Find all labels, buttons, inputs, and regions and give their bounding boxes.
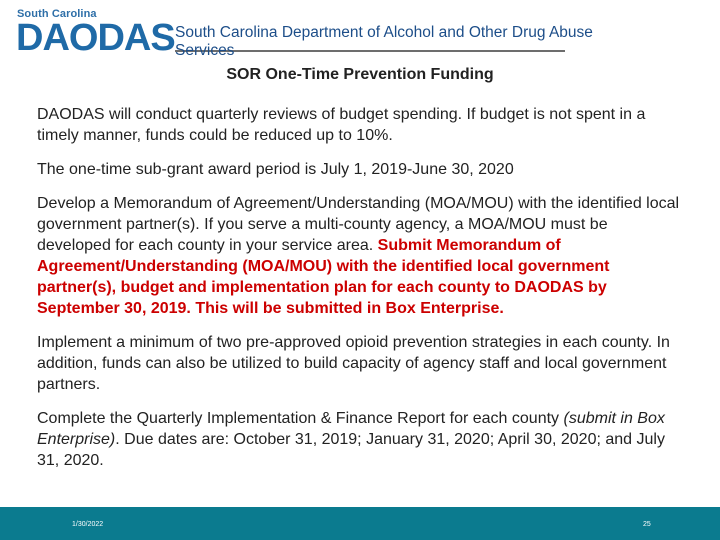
report-text-italic: (submit in Box Enterprise) — [37, 410, 665, 448]
slide-subtitle: SOR One-Time Prevention Funding — [226, 66, 494, 83]
paragraph-moa-mou — [37, 193, 685, 319]
footer-bar — [0, 507, 720, 540]
page-number: 25 — [643, 521, 651, 528]
moa-mou-text: Develop a Memorandum of Agreement/Understanding (MOA/MOU) with the identified local government partner(s). If you serve a multi-county agency, a MOA/MOU must be developed for each county in your service area. — [37, 195, 680, 254]
paragraph-strategies: Implement a minimum of two pre-approved opioid prevention strategies in each county. In addition, funds can also be utilized to build capacity of agency staff and local government partners. — [37, 334, 670, 393]
logo-wordmark: DAODAS — [16, 17, 175, 59]
header-title: South Carolina Department of Alcohol and Other Drug Abuse Services — [175, 24, 593, 59]
slide-content — [37, 104, 685, 484]
paragraph-budget-review: DAODAS will conduct quarterly reviews of budget spending. If budget is not spent in a timely manner, funds could be reduced up to 10%. — [37, 106, 646, 144]
report-text-start: Complete the Quarterly Implementation & Finance Report for each county — [37, 410, 564, 427]
moa-mou-deadline-highlight: Submit Memorandum of Agreement/Understanding (MOA/MOU) with the identified local government partner(s), budget and implementation plan for each county to DAODAS by September 30, 2019. This will be submitted in Box Enterprise. — [37, 237, 610, 317]
paragraph-award-period: The one-time sub-grant award period is July 1, 2019-June 30, 2020 — [37, 161, 514, 178]
paragraph-quarterly-report — [37, 408, 685, 471]
report-text-end: . Due dates are: October 31, 2019; January 31, 2020; April 30, 2020; and July 31, 2020. — [37, 431, 665, 469]
daodas-logo — [16, 8, 175, 59]
footer-date: 1/30/2022 — [72, 521, 104, 528]
logo-state-text: South Carolina — [17, 8, 97, 20]
